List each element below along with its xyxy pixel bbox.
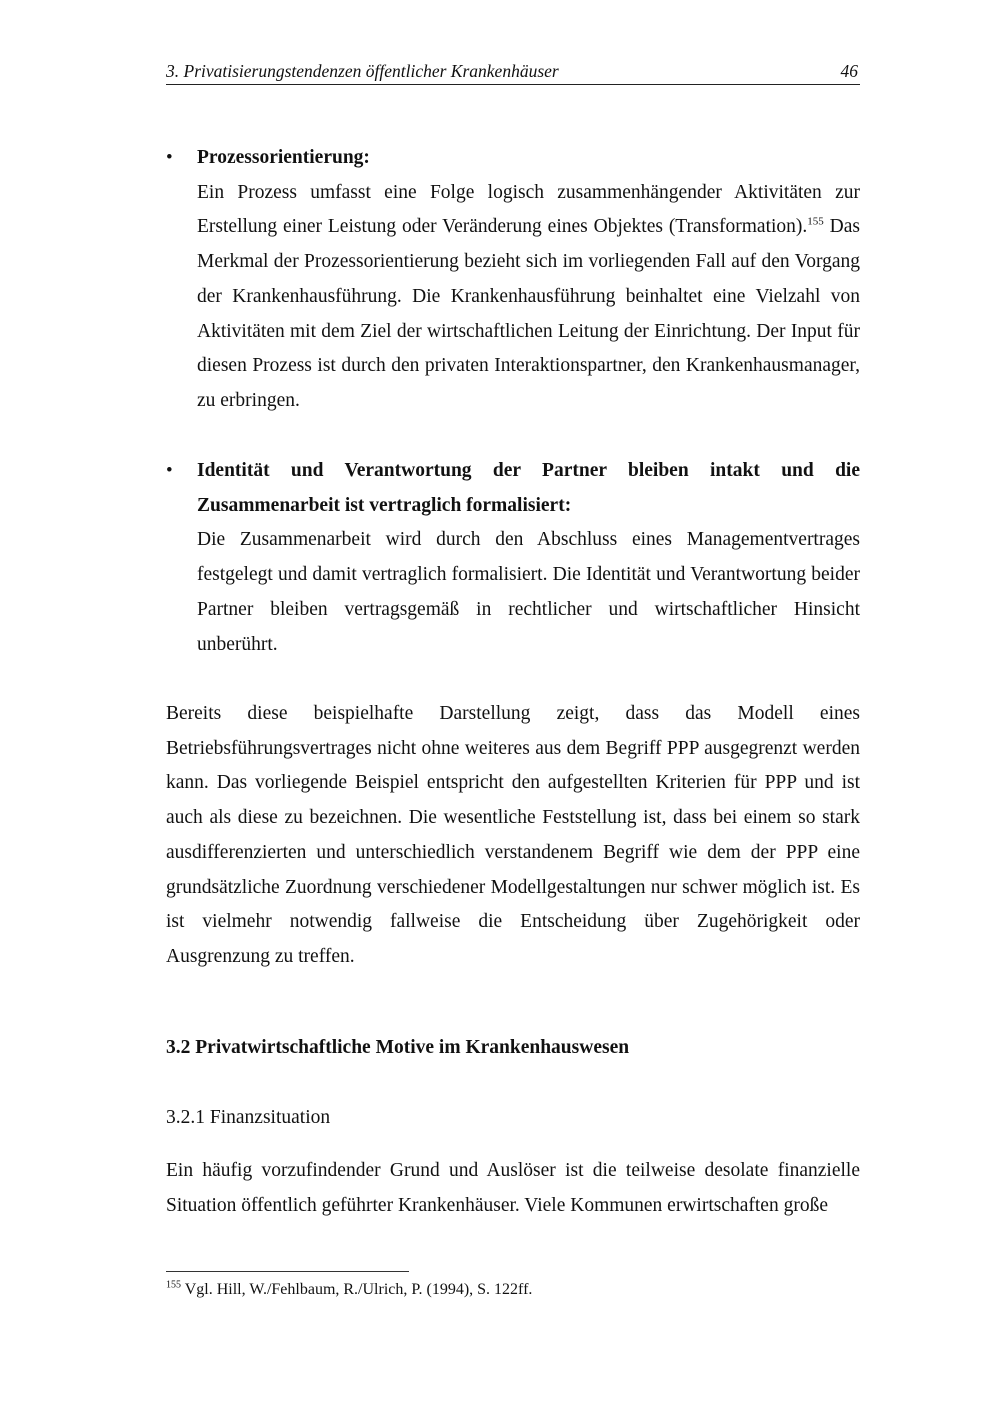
bullet-marker: • <box>166 460 173 481</box>
header-page-number: 46 <box>840 61 858 81</box>
footnote <box>166 1279 860 1301</box>
bullet-body <box>197 454 860 662</box>
footnote-divider <box>166 1271 409 1272</box>
subsection-heading: 3.2.1 Finanzsituation <box>166 1107 331 1128</box>
bullet-heading-continued: Zusammenarbeit ist vertraglich formalisiert: <box>197 494 572 516</box>
body-paragraph-finance: Ein häufig vorzufindender Grund und Auslöser ist die teilweise desolate finanzielle Situation öffentlich geführter Krankenhäuser. Viele Kommunen erwirtschaften große <box>166 1160 860 1216</box>
bullet-marker: • <box>166 147 173 168</box>
bullet-text-part: Das Merkmal der Prozessorientierung bezieht sich im vorliegenden Fall auf den Vorgang der Krankenhausführung. Die Krankenhausführung beinhaltet eine Vielzahl von Aktivitäten mit dem Ziel der wirtschaftlichen Leitung der Einrichtung. Der Input für diesen Prozess ist durch den privaten Interaktionspartner, den Krankenhausmanager, zu erbringen. <box>197 216 861 411</box>
footnote-number: 155 <box>166 1279 181 1291</box>
footnote-text: Vgl. Hill, W./Fehlbaum, R./Ulrich, P. (1994), S. 122ff. <box>181 1281 533 1298</box>
header-chapter-title: 3. Privatisierungstendenzen öffentlicher Krankenhäuser <box>166 61 559 81</box>
bullet-heading: Identität und Verantwortung der Partner bleiben intakt und die <box>197 460 860 481</box>
bullet-text: Die Zusammenarbeit wird durch den Abschluss eines Managementvertrages festgelegt und damit vertraglich formalisiert. Die Identität und Verantwortung beider Partner bleiben vertragsgemäß in rechtlicher und wirtschaftlicher Hinsicht unberührt. <box>197 529 860 655</box>
bullet-heading: Prozessorientierung: <box>197 147 370 168</box>
section-heading: 3.2 Privatwirtschaftliche Motive im Krankenhauswesen <box>166 1037 630 1058</box>
footnote-reference: 155 <box>807 215 824 228</box>
bullet-text <box>197 176 860 419</box>
bullet-body <box>197 141 860 419</box>
bullet-text-part: Ein Prozess umfasst eine Folge logisch zusammenhängender Aktivitäten zur Erstellung einer Leistung oder Veränderung eines Objektes (Transformation). <box>197 181 860 238</box>
running-header <box>166 60 860 85</box>
body-paragraph: Bereits diese beispielhafte Darstellung zeigt, dass das Modell eines Betriebsführungsvertrages nicht ohne weiteres aus dem Begriff PPP ausgegrenzt werden kann. Das vorliegende Beispiel entspricht den aufgestellten Kriterien für PPP und ist auch als diese zu bezeichnen. Die wesentliche Feststellung ist, dass bei einem so stark ausdifferenzierten und unterschiedlich verstandenem Begriff wie dem der PPP eine grundsätzliche Zuordnung verschiedener Modellgestaltungen nur schwer möglich ist. Es ist vielmehr notwendig fallweise die Entscheidung über Zugehörigkeit oder Ausgrenzung zu treffen. <box>166 703 860 967</box>
